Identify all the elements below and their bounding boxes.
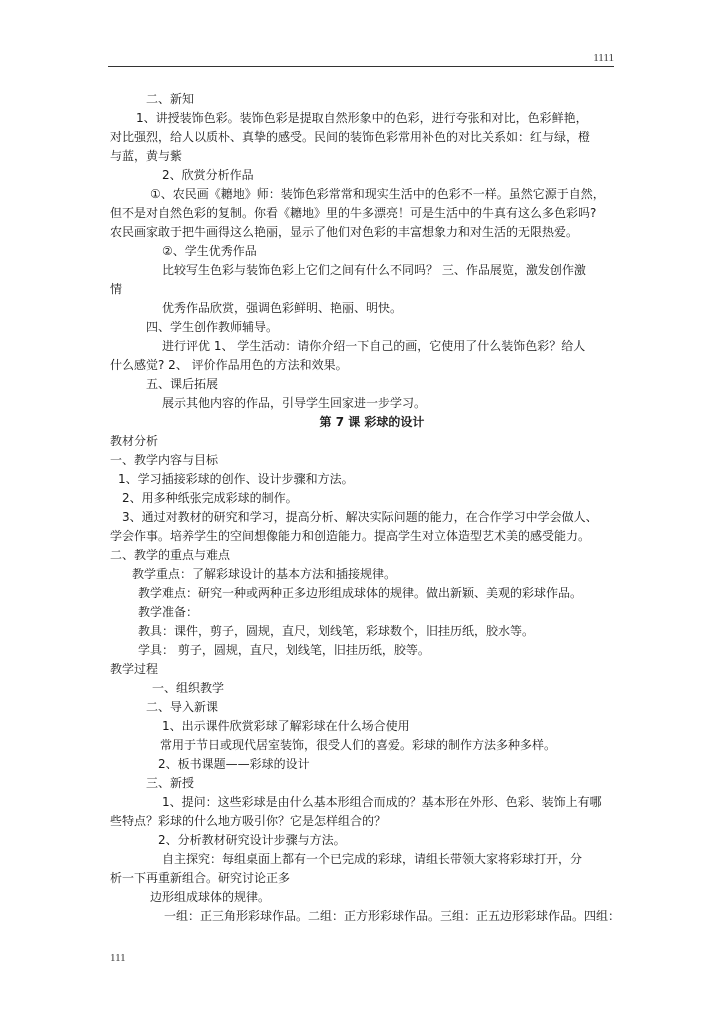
text-line: 进行评优 1、 学生活动：请你介绍一下自己的画，它使用了什么装饰色彩？给人 xyxy=(162,339,586,353)
header-page-number: 1111 xyxy=(593,52,614,64)
text-line: 五、课后拓展 xyxy=(146,377,219,391)
text-line: 2、欣赏分析作品 xyxy=(162,168,254,182)
text-line: 1、讲授装饰色彩。装饰色彩是提取自然形象中的色彩，进行夸张和对比，色彩鲜艳， xyxy=(136,111,588,125)
section-heading: 教学过程 xyxy=(110,662,159,676)
text-line: 比较写生色彩与装饰色彩上它们之间有什么不同吗？ 三、作品展览，激发创作激 xyxy=(162,263,586,277)
text-line: 农民画家敢于把牛画得这么艳丽，显示了他们对色彩的丰富想象力和对生活的无限热爱。 xyxy=(110,225,579,239)
text-line: ②、学生优秀作品 xyxy=(162,244,257,258)
text-line: 对比强烈，给人以质朴、真挚的感受。民间的装饰色彩常用补色的对比关系如：红与绿，橙 xyxy=(110,130,591,144)
text-line: 与蓝，黄与紫 xyxy=(110,149,183,163)
header-rule xyxy=(108,66,614,67)
text-line: 常用于节日或现代居室装饰，很受人们的喜爱。彩球的制作方法多种多样。 xyxy=(160,738,557,752)
text-line: 二、新知 xyxy=(146,92,195,106)
footer-page-number: 111 xyxy=(110,952,126,964)
text-line: 教具：课件，剪子，圆规，直尺，划线笔，彩球数个，旧挂历纸，胶水等。 xyxy=(138,624,535,638)
text-line: 展示其他内容的作品，引导学生回家进一步学习。 xyxy=(162,396,427,410)
text-line: 但不是对自然色彩的复制。你看《耱地》里的牛多漂亮！可是生活中的牛真有这么多色彩吗? xyxy=(110,206,597,220)
text-line: 教学难点：研究一种或两种正多边形组成球体的规律。做出新颖、美观的彩球作品。 xyxy=(138,586,583,600)
text-line: 2、用多种纸张完成彩球的制作。 xyxy=(122,491,298,505)
text-line: 一、组织教学 xyxy=(152,681,225,695)
text-line: 二、教学的重点与难点 xyxy=(110,548,231,562)
text-line: 情 xyxy=(110,282,123,296)
text-line: 1、学习插接彩球的创作、设计步骤和方法。 xyxy=(118,472,354,486)
text-line: 一、教学内容与目标 xyxy=(110,453,219,467)
text-line: 1、出示课件欣赏彩球了解彩球在什么场合使用 xyxy=(162,719,410,733)
text-line: 析一下再重新组合。研究讨论正多 xyxy=(110,871,291,885)
text-line: 2、板书课题——彩球的设计 xyxy=(158,757,310,771)
text-line: ①、农民画《耱地》师：装饰色彩常常和现实生活中的色彩不一样。虽然它源于自然， xyxy=(150,187,605,201)
text-line: 一组：正三角形彩球作品。二组：正方形彩球作品。三组：正五边形彩球作品。四组： xyxy=(164,909,621,923)
document-body xyxy=(110,90,622,926)
text-line: 边形组成球体的规律。 xyxy=(150,890,271,904)
text-line: 学会作事。培养学生的空间想像能力和创造能力。提高学生对立体造型艺术美的感受能力。 xyxy=(110,529,591,543)
text-line: 教学重点：了解彩球设计的基本方法和插接规律。 xyxy=(132,567,397,581)
text-line: 学具： 剪子，圆规，直尺，划线笔，旧挂历纸，胶等。 xyxy=(138,643,430,657)
text-line: 3、通过对教材的研究和学习，提高分析、解决实际问题的能力，在合作学习中学会做人、 xyxy=(122,510,598,524)
text-line: 什么感觉? 2、 评价作品用色的方法和效果。 xyxy=(110,358,348,372)
text-line: 二、导入新课 xyxy=(146,700,219,714)
text-line: 1、提问：这些彩球是由什么基本形组合而成的？基本形在外形、色彩、装饰上有哪 xyxy=(162,795,602,809)
text-line: 四、学生创作教师辅导。 xyxy=(146,320,279,334)
text-line: 优秀作品欣赏，强调色彩鲜明、艳丽、明快。 xyxy=(162,301,403,315)
text-line: 些特点？彩球的什么地方吸引你？它是怎样组合的？ xyxy=(110,814,387,828)
lesson-title: 第 7 课 彩球的设计 xyxy=(319,415,425,429)
text-line: 2、分析教材研究设计步骤与方法。 xyxy=(158,833,346,847)
text-line: 自主探究：每组桌面上都有一个已完成的彩球，请组长带领大家将彩球打开，分 xyxy=(162,852,583,866)
text-line: 三、新授 xyxy=(146,776,195,790)
section-heading: 教材分析 xyxy=(110,434,159,448)
text-line: 教学准备： xyxy=(138,605,199,619)
